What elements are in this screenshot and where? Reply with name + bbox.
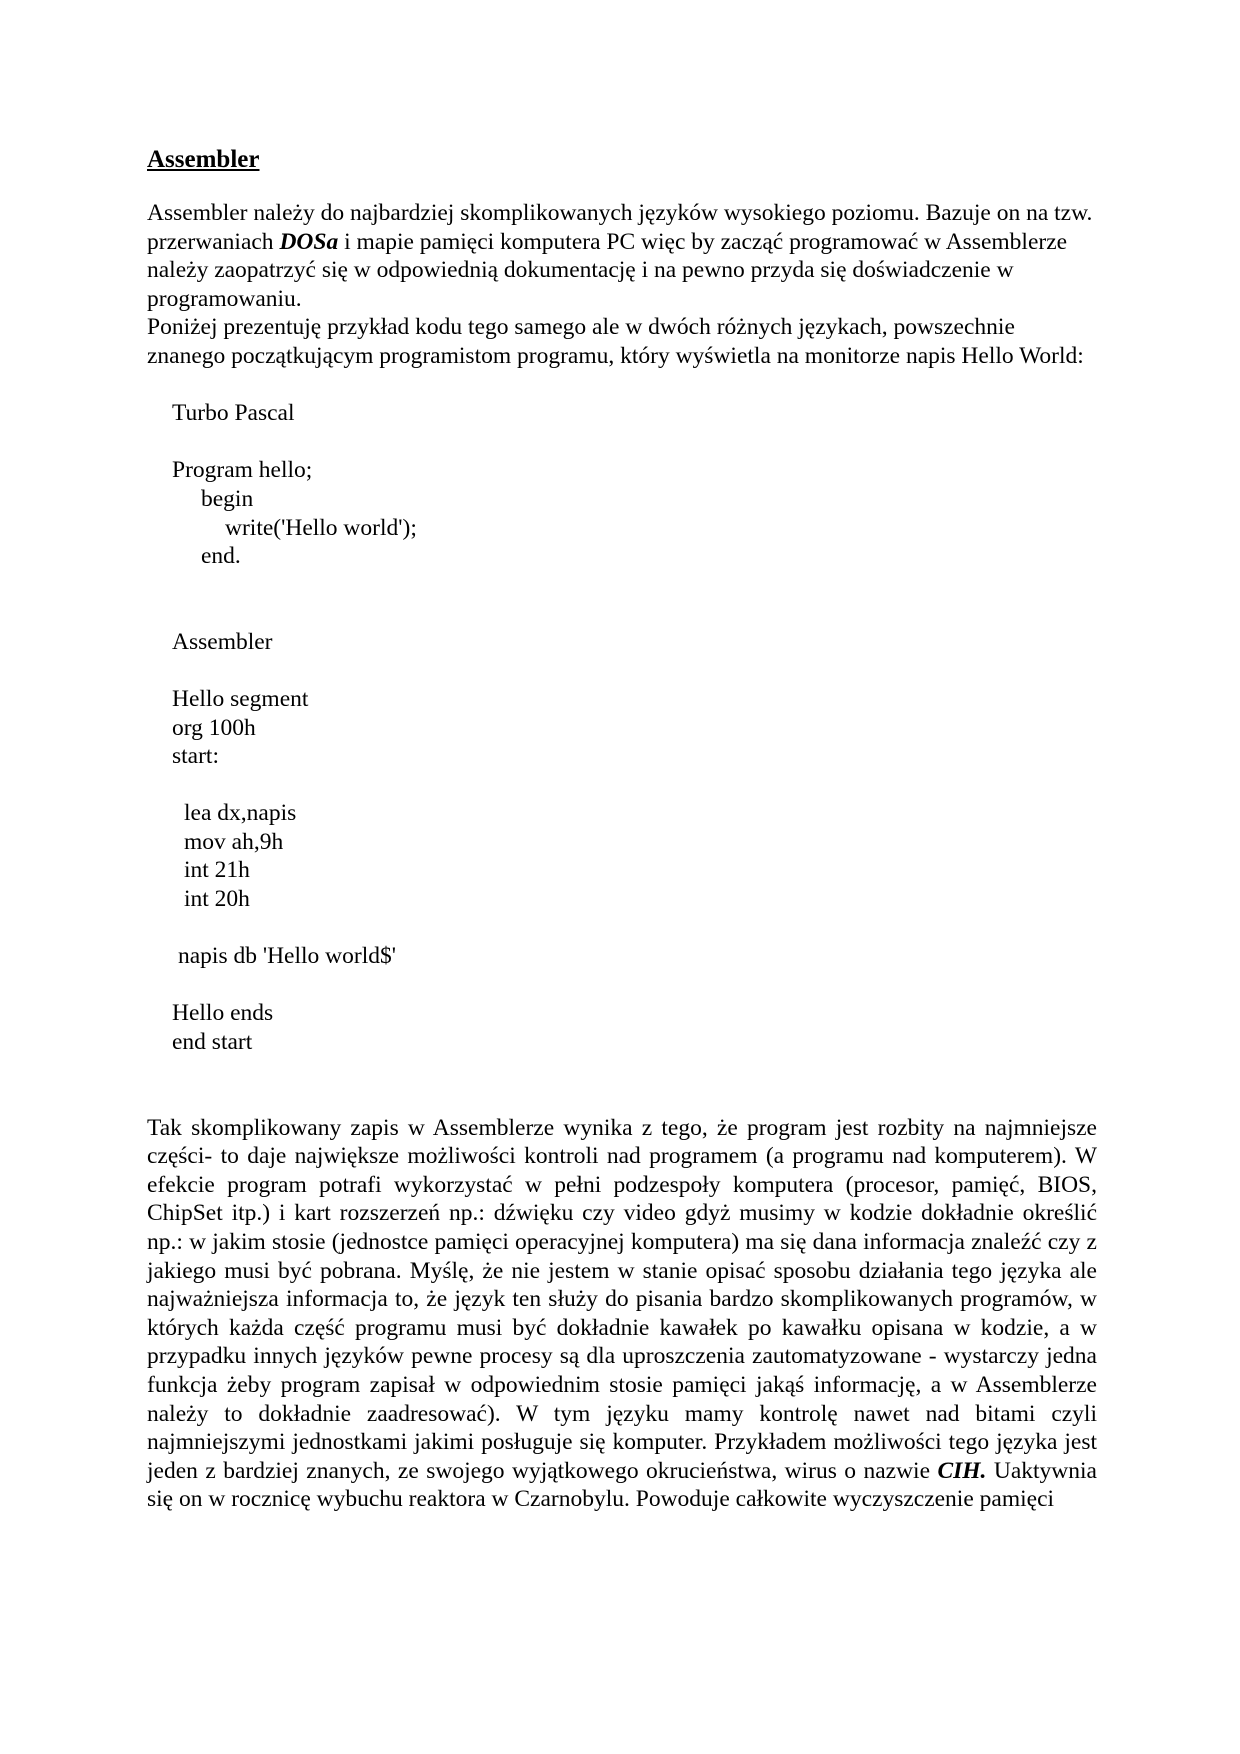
intro-paragraph	[147, 199, 1097, 313]
code-line: napis db 'Hello world$'	[178, 943, 396, 970]
closing-text-part2: Uaktywnia się on w rocznicę wybuchu reaktora w Czarnobylu. Powoduje całkowite wyczyszczenie pamięci	[147, 1457, 1097, 1513]
spacer	[147, 1057, 1097, 1114]
code-line: start:	[172, 743, 219, 770]
spacer	[147, 914, 1097, 943]
spacer	[147, 371, 1097, 400]
spacer	[147, 971, 1097, 1000]
code-line: Program hello;	[172, 457, 313, 484]
assembler-code-block	[147, 685, 1097, 1057]
code-line: begin	[201, 485, 254, 512]
closing-paragraph	[147, 1114, 1097, 1514]
code-line: int 21h	[184, 857, 250, 884]
code-line: end start	[172, 1029, 253, 1056]
assembler-heading: Assembler	[172, 628, 273, 655]
intro-emphasis-dosa: DOSa	[279, 228, 339, 255]
code-line: lea dx,napis	[184, 800, 297, 827]
code-line: int 20h	[184, 886, 250, 913]
document-body	[147, 145, 1097, 1514]
spacer	[147, 656, 1097, 685]
pascal-code-block	[147, 456, 1097, 570]
spacer	[147, 571, 1097, 628]
code-line: org 100h	[172, 714, 256, 741]
intro-text-part1: Assembler należy do najbardziej skomplikowanych języków wysokiego poziomu. Bazuje on na tzw. przerwaniach	[147, 200, 1093, 255]
code-line: Hello ends	[172, 1000, 274, 1027]
closing-text-part1: Tak skomplikowany zapis w Assemblerze wynika z tego, że program jest rozbity na najmniejsze części- to daje największe możliwości kontroli nad programem (a programu nad komputerem). W efekcie program potrafi wykorzystać w pełni podzespoły komputera (procesor, pamięć, BIOS, ChipSet itp.) i kart rozszerzeń np.: dźwięku czy video gdyż musimy w kodzie dokładnie określić np.: w jakim stosie (jednostce pamięci operacyjnej komputera) ma się dana informacja znaleźć czy z jakiego musi być pobrana. Myślę, że nie jestem w stanie opisać sposobu działania tego języka ale najważniejsza informacja to, że język ten służy do pisania bardzo skomplikowanych programów, w których każda część programu musi być dokładnie kawałek po kawałku opisana w kodzie, a w przypadku innych języków pewne procesy są dla uproszczenia zautomatyzowane - wystarczy jedna funkcja żeby program zapisał w odpowiednim stosie pamięci jakąś informację, a w Assemblerze należy to dokładnie zaadresować). W tym języku mamy kontrolę nawet nad bitami czyli najmniejszymi jednostkami jakimi posługuje się komputer. Przykładem możliwości tego języka jest jeden z bardziej znanych, ze swojego wyjątkowego okrucieństwa, wirus o nazwie	[147, 1114, 1097, 1484]
document-title: Assembler	[147, 146, 260, 173]
spacer	[147, 428, 1097, 457]
spacer	[147, 771, 1097, 800]
pascal-heading: Turbo Pascal	[172, 400, 295, 427]
code-line: end.	[201, 543, 241, 570]
intro-paragraph-2: Poniżej prezentuję przykład kodu tego samego ale w dwóch różnych językach, powszechnie znanego początkującym programistom programu, który wyświetla na monitorze napis Hello World:	[147, 314, 1084, 369]
closing-emphasis-cih: CIH.	[937, 1457, 987, 1484]
code-line: write('Hello world');	[225, 514, 417, 541]
code-line: Hello segment	[172, 685, 309, 712]
intro-text-part2: i mapie pamięci komputera PC więc by zacząć programować w Assemblerze należy zaopatrzyć się w odpowiednią dokumentację i na pewno przyda się doświadczenie w programowaniu.	[147, 228, 1068, 312]
code-line: mov ah,9h	[184, 828, 284, 855]
